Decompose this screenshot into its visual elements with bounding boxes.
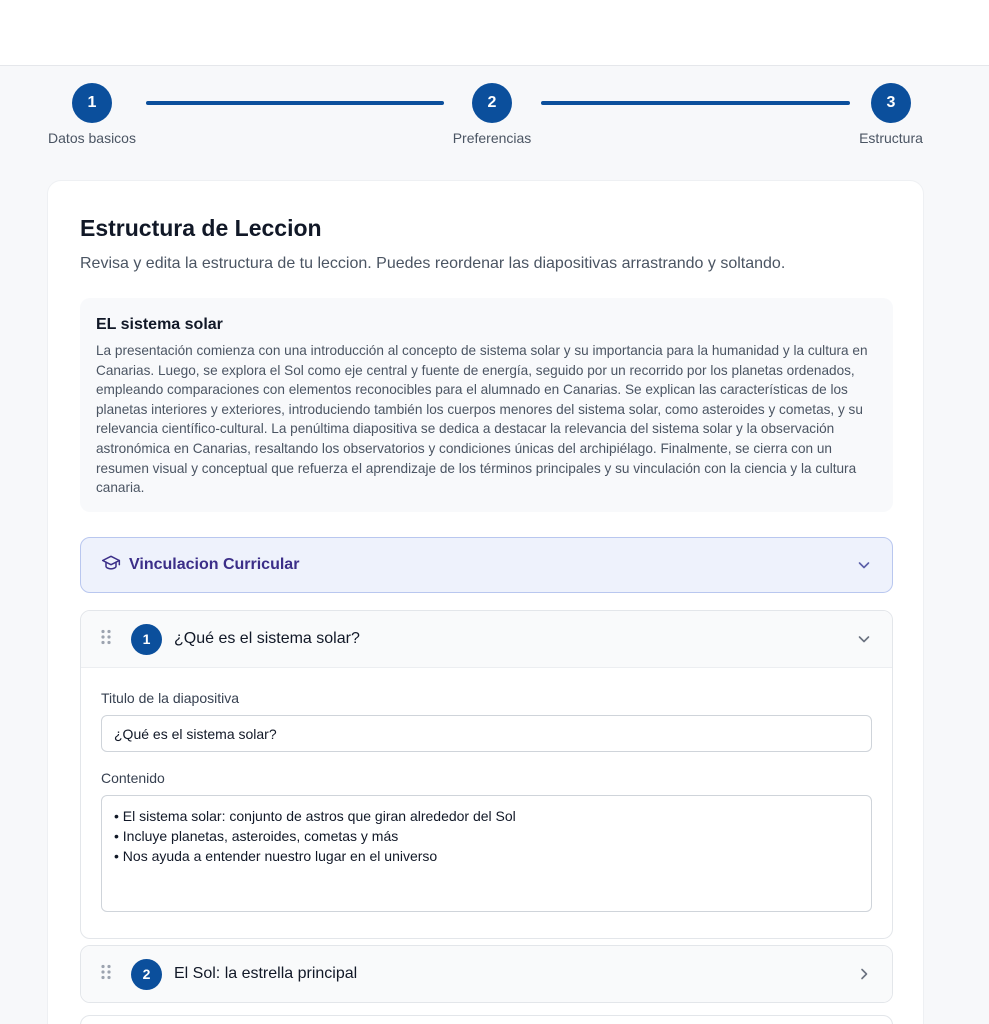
step-2-label: Preferencias: [452, 130, 532, 146]
chevron-down-icon[interactable]: [856, 631, 872, 647]
slide-content-textarea[interactable]: • El sistema solar: conjunto de astros que giran alrededor del Sol • Incluye planetas, asteroides, cometas y más • Nos ayuda a entender nuestro lugar en el universo: [101, 795, 872, 912]
summary-text: La presentación comienza con una introducción al concepto de sistema solar y su importancia para la humanidad y la cultura en Canarias. Luego, se explora el Sol como eje central y fuente de energía, seguido por un recorrido por los planetas ordenados, empleando comparaciones con elementos reconocibles para el alumnado en Canarias. Se explican las características de los planetas interiores y exteriores, introduciendo también los cuerpos menores del sistema solar, como asteroides y cometas, y su relevancia científico-cultural. La penúltima diapositiva se dedica a destacar la relevancia del sistema solar y la observación astronómica en Canarias, resaltando los observatorios y condiciones únicas del archipiélago. Finalmente, se cierra con un resumen visual y conceptual que refuerza el aprendizaje de los términos principales y su vinculación con la ciencia y la cultura canaria.: [96, 343, 868, 496]
top-bar: [0, 0, 989, 66]
slide-1-editor: [81, 667, 892, 938]
summary-title: EL sistema solar: [96, 316, 223, 333]
step-3-circle[interactable]: 3: [871, 83, 911, 123]
slide-number-badge: 2: [131, 959, 162, 990]
step-2-circle[interactable]: 2: [472, 83, 512, 123]
stepper: [0, 66, 989, 176]
step-connector-1: [146, 101, 444, 105]
slide-2-header[interactable]: [81, 946, 892, 1002]
step-1-label: Datos basicos: [48, 130, 136, 146]
page-subtitle: Revisa y edita la estructura de tu leccion. Puedes reordenar las diapositivas arrastrando y soltando.: [80, 255, 786, 272]
page-title: Estructura de Leccion: [80, 215, 322, 241]
slide-title: El Sol: la estrella principal: [174, 965, 358, 982]
chevron-right-icon[interactable]: [856, 966, 872, 982]
drag-handle-icon[interactable]: [101, 629, 113, 650]
slide-1-header[interactable]: [81, 611, 892, 667]
step-3-label: Estructura: [859, 130, 923, 146]
lesson-structure-card: [47, 180, 924, 1024]
slide-title-field-label: Titulo de la diapositiva: [101, 690, 240, 706]
slide-title-input[interactable]: [101, 715, 872, 752]
slide-item-1: [80, 610, 893, 939]
curricular-accordion[interactable]: [80, 537, 893, 593]
slide-title: ¿Qué es el sistema solar?: [174, 630, 360, 647]
graduation-cap-icon: [101, 553, 121, 578]
slide-item-2: [80, 945, 893, 1003]
slide-number-badge: 1: [131, 624, 162, 655]
step-connector-2: [541, 101, 850, 105]
slide-content-field-label: Contenido: [101, 770, 165, 786]
lesson-summary: [80, 298, 893, 512]
slide-item-3: [80, 1015, 893, 1024]
curricular-label: Vinculacion Curricular: [129, 556, 300, 573]
drag-handle-icon[interactable]: [101, 964, 113, 985]
step-1-circle[interactable]: 1: [72, 83, 112, 123]
chevron-down-icon[interactable]: [856, 557, 872, 573]
